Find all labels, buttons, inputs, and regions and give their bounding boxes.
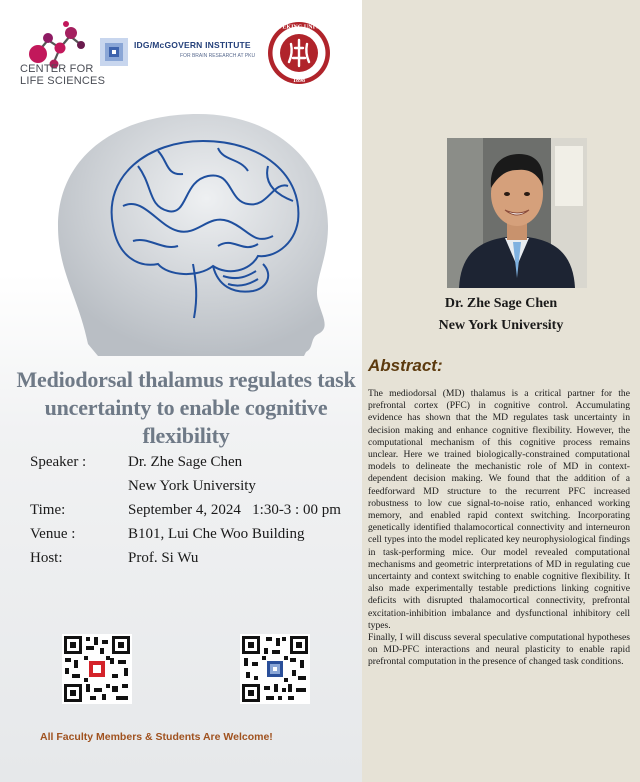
speaker-affiliation: New York University	[128, 478, 256, 494]
host-value: Prof. Si Wu	[128, 550, 199, 566]
abstract-paragraph-1: The mediodorsal (MD) thalamus is a critical partner for the prefrontal cortex (PFC) in cognitive control. Accumulating evidence has shown that the MD regulates task uncertainty in decision making and enhance cognitive flexibility. However, the computational mechanism of this cognitive process remains unclear. Here we trained biologically-constrained computational models to delineate the mechanistic role of MD in context-dependent decision making. We found that the addition of a feedforward MD structure to the recurrent PFC increased robustness to low cue signal-to-noise ratio, enhanced working memory, and enabled rapid context switching. Incorporating genetically identified thalamocortical connectivity and interneuron cell types into the model replicated key neurophysiological findings in task-performing mice. Our model revealed computational mechanisms and geometric interpretations of MD in regulating cue uncertainty and context switching to enable cognitive flexibility. It also made experimentally testable predictions linking cognitive deficits with disrupted thalamocortical connectivity, prefrontal excitation-inhibition imbalance and dysfunctional inhibitory cell types.	[368, 388, 630, 631]
peking-university-seal	[266, 20, 332, 86]
venue-value: B101, Lui Che Woo Building	[128, 526, 305, 542]
cls-logo-text	[20, 63, 105, 87]
talk-title-line1: Mediodorsal thalamus regulates task	[16, 367, 356, 392]
venue-label: Venue :	[30, 526, 76, 542]
abstract-body	[368, 388, 630, 669]
cls-logo-line2: LIFE SCIENCES	[20, 75, 106, 87]
svg-text:1898: 1898	[293, 78, 305, 84]
host-label: Host:	[30, 550, 63, 566]
qr-code-left[interactable]	[62, 634, 132, 704]
svg-text:PEKING UNIV: PEKING UNIV	[278, 24, 320, 31]
abstract-heading: Abstract:	[368, 356, 443, 375]
qr-code-right[interactable]	[240, 634, 310, 704]
idg-logo-text: IDG/McGOVERN INSTITUTE	[134, 40, 251, 50]
speaker-name: Dr. Zhe Sage Chen	[128, 454, 243, 470]
talk-title-line2: uncertainty to enable cognitive flexibility	[44, 395, 328, 448]
time-label: Time:	[30, 502, 66, 518]
speaker-card-institution: New York University	[438, 318, 564, 333]
idg-mcgovern-logo	[100, 38, 128, 66]
abstract-paragraph-2: Finally, I will discuss several speculative computational hypotheses on MD-PFC interactions and neural plasticity to enable rapid prefrontal computation in the presence of changed task conditions.	[368, 632, 630, 668]
welcome-message: All Faculty Members & Students Are Welcome!	[40, 731, 273, 743]
cls-logo-line1: CENTER FOR	[20, 63, 94, 75]
idg-logo-subtext: FOR BRAIN RESEARCH AT PKU	[180, 53, 256, 59]
time-value: September 4, 2024 1:30-3 : 00 pm	[128, 502, 341, 518]
speaker-card-name: Dr. Zhe Sage Chen	[444, 296, 558, 311]
speaker-photo	[447, 138, 587, 288]
speaker-label: Speaker :	[30, 454, 87, 470]
head-brain-illustration	[18, 96, 362, 356]
talk-title	[10, 366, 362, 450]
